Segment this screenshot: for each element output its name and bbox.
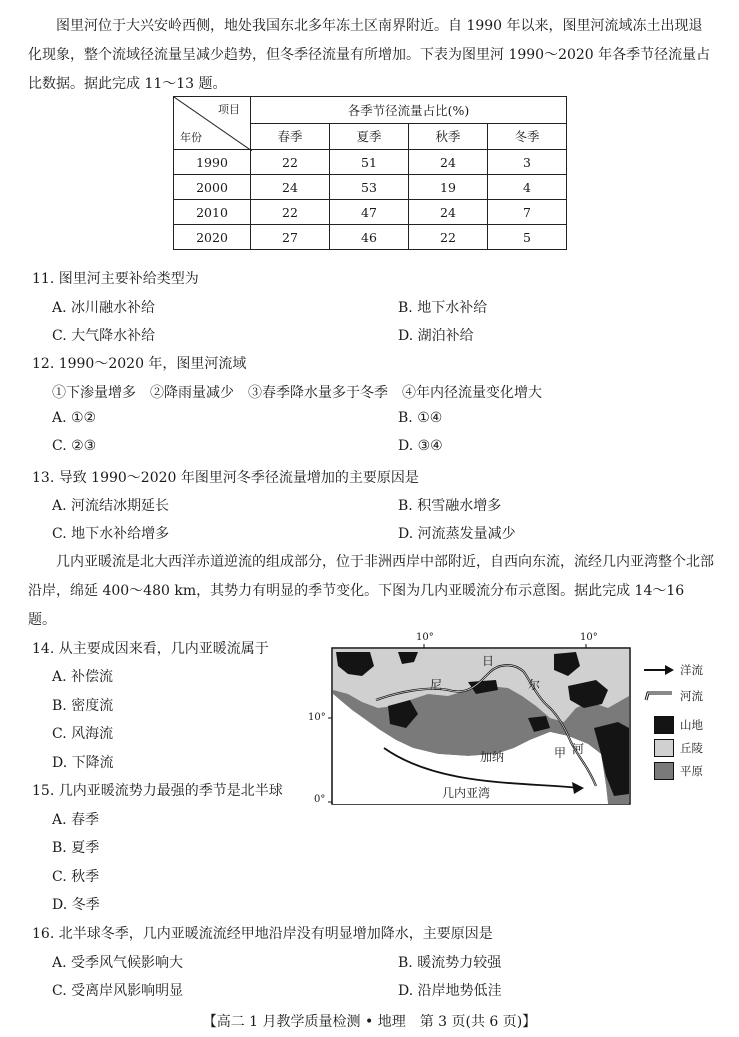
q11-option-d[interactable]: D. 湖泊补给 <box>398 328 474 344</box>
legend-river <box>644 688 703 704</box>
q12-stem: 12. 1990～2020 年，图里河流域 <box>32 356 247 372</box>
value-cell: 46 <box>329 225 408 250</box>
q12-items: ①下渗量增多 ②降雨量减少 ③春季降水量多于冬季 ④年内径流量变化增大 <box>52 385 542 401</box>
legend-current <box>644 662 703 678</box>
q15-option-b[interactable]: B. 夏季 <box>52 840 100 856</box>
value-cell: 24 <box>408 150 487 175</box>
guinea-current-map <box>308 632 718 816</box>
q13-stem: 13. 导致 1990～2020 年图里河冬季径流量增加的主要原因是 <box>32 470 419 486</box>
legend-plain <box>654 762 703 780</box>
q13-option-b[interactable]: B. 积雪融水增多 <box>398 498 502 514</box>
column-header: 秋季 <box>408 123 487 150</box>
q16-option-d[interactable]: D. 沿岸地势低洼 <box>398 983 502 999</box>
label-jia: 甲 <box>554 746 567 760</box>
column-header: 春季 <box>251 123 330 150</box>
q16-option-c[interactable]: C. 受离岸风影响明显 <box>52 983 184 999</box>
legend-hill <box>654 739 703 757</box>
q12-option-d[interactable]: D. ③④ <box>398 438 443 454</box>
q15-option-c[interactable]: C. 秋季 <box>52 869 100 885</box>
q11-option-b[interactable]: B. 地下水补给 <box>398 300 488 316</box>
mountain-swatch <box>654 716 674 734</box>
value-cell: 4 <box>487 175 566 200</box>
q16-stem: 16. 北半球冬季，几内亚暖流流经甲地沿岸没有明显增加降水，主要原因是 <box>32 926 493 942</box>
legend-label: 河流 <box>680 689 703 703</box>
value-cell: 27 <box>251 225 330 250</box>
label-ri: 日 <box>482 654 495 668</box>
hill-swatch <box>654 739 674 757</box>
value-cell: 51 <box>329 150 408 175</box>
q13-option-c[interactable]: C. 地下水补给增多 <box>52 526 170 542</box>
value-cell: 7 <box>487 200 566 225</box>
legend-label: 平原 <box>680 764 703 778</box>
label-gulf: 几内亚湾 <box>442 786 491 800</box>
group-header: 各季节径流量占比(%) <box>251 97 567 124</box>
page-footer: 【高二 1 月教学质量检测 • 地理 第 3 页(共 6 页)】 <box>202 1014 537 1030</box>
q12-option-b[interactable]: B. ①④ <box>398 410 443 426</box>
q14-option-a[interactable]: A. 补偿流 <box>52 669 114 685</box>
q14-stem: 14. 从主要成因来看，几内亚暖流属于 <box>32 641 269 657</box>
label-jiana: 加纳 <box>480 750 505 764</box>
value-cell: 24 <box>408 200 487 225</box>
value-cell: 47 <box>329 200 408 225</box>
label-er: 尔 <box>528 678 541 692</box>
legend-label: 丘陵 <box>680 741 703 755</box>
q11-stem: 11. 图里河主要补给类型为 <box>32 271 199 287</box>
corner-bottom-label: 年份 <box>180 131 202 144</box>
q11-option-a[interactable]: A. 冰川融水补给 <box>52 300 156 316</box>
table-row <box>174 200 567 225</box>
table-row <box>174 175 567 200</box>
value-cell: 3 <box>487 150 566 175</box>
q15-option-a[interactable]: A. 春季 <box>52 812 100 828</box>
q14-option-d[interactable]: D. 下降流 <box>52 755 114 771</box>
legend-label: 山地 <box>680 718 703 732</box>
q14-option-b[interactable]: B. 密度流 <box>52 698 114 714</box>
value-cell: 24 <box>251 175 330 200</box>
intro-paragraph-1: 图里河位于大兴安岭西侧，地处我国东北多年冻土区南界附近。自 1990 年以来，图里河流域冻土出现退化现象，整个流域径流量呈减少趋势，但冬季径流量有所增加。下表为图里河 1990～2020 年各季节径流量占比数据。据此完成 11～13 题。 <box>28 18 711 92</box>
value-cell: 22 <box>251 200 330 225</box>
q15-stem: 15. 几内亚暖流势力最强的季节是北半球 <box>32 783 283 799</box>
legend-label: 洋流 <box>680 663 703 677</box>
q12-option-a[interactable]: A. ①② <box>52 410 97 426</box>
table-row <box>174 225 567 250</box>
q13-option-a[interactable]: A. 河流结冰期延长 <box>52 498 170 514</box>
value-cell: 19 <box>408 175 487 200</box>
intro-paragraph-2: 几内亚暖流是北大西洋赤道逆流的组成部分，位于非洲西岸中部附近，自西向东流，流经几内亚湾整个北部沿岸，绵延 400～480 km，其势力有明显的季节变化。下图为几内亚暖流分布示意图。据此完成 14～16 题。 <box>28 554 714 628</box>
plain-swatch <box>654 762 674 780</box>
value-cell: 53 <box>329 175 408 200</box>
q16-option-b[interactable]: B. 暖流势力较强 <box>398 955 502 971</box>
legend-mountain <box>654 716 703 734</box>
corner-top-label: 项目 <box>218 103 240 116</box>
q11-option-c[interactable]: C. 大气降水补给 <box>52 328 156 344</box>
lon-label-right: 10° <box>580 632 598 643</box>
q14-option-c[interactable]: C. 风海流 <box>52 726 114 742</box>
year-cell: 1990 <box>174 150 251 175</box>
table-corner-cell <box>174 97 251 150</box>
year-cell: 2000 <box>174 175 251 200</box>
lat-label-top: 10° <box>308 712 326 723</box>
value-cell: 22 <box>408 225 487 250</box>
year-cell: 2020 <box>174 225 251 250</box>
runoff-table <box>173 96 567 250</box>
column-header: 夏季 <box>329 123 408 150</box>
column-header: 冬季 <box>487 123 566 150</box>
q15-option-d[interactable]: D. 冬季 <box>52 897 100 913</box>
value-cell: 5 <box>487 225 566 250</box>
label-ni: 尼 <box>430 678 443 692</box>
value-cell: 22 <box>251 150 330 175</box>
current-legend-icon <box>644 665 676 675</box>
label-he: 河 <box>572 742 585 756</box>
lon-label-left: 10° <box>416 632 434 643</box>
year-cell: 2010 <box>174 200 251 225</box>
q13-option-d[interactable]: D. 河流蒸发量减少 <box>398 526 516 542</box>
q12-option-c[interactable]: C. ②③ <box>52 438 97 454</box>
table-row <box>174 150 567 175</box>
river-legend-icon <box>644 690 676 702</box>
q16-option-a[interactable]: A. 受季风气候影响大 <box>52 955 184 971</box>
lat-label-bottom: 0° <box>314 794 326 805</box>
